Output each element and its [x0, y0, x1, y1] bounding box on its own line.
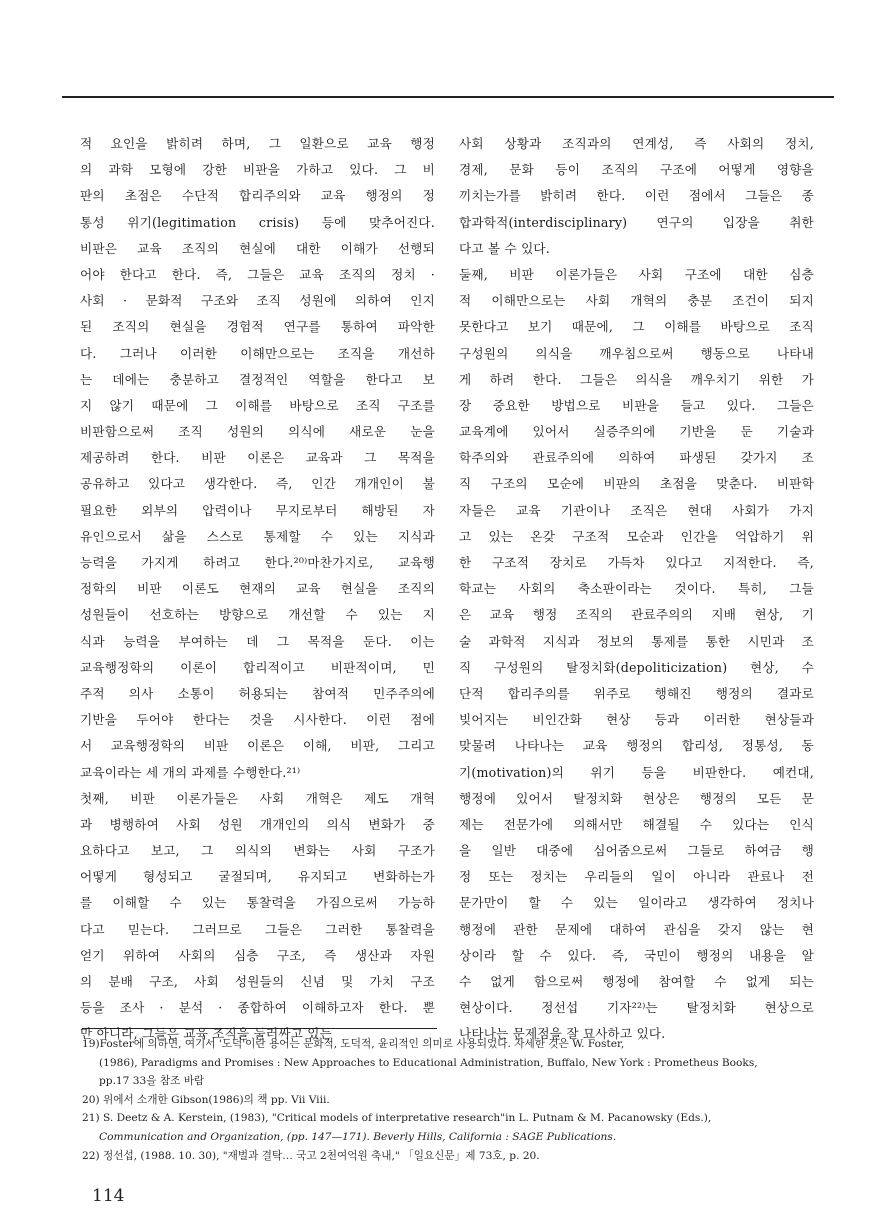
text-line: 교육계에 있어서 실증주의에 기반을 둔 기술과 — [459, 424, 814, 440]
text-line: 자들은 교육 기관이나 조직은 현대 사회가 가지 — [459, 502, 814, 518]
text-line: 교육행정학의 이론이 합리적이고 비판적이며, 민 — [80, 659, 435, 675]
footnote-rule — [82, 1028, 437, 1029]
footnote-19: 19)Foster에 의하면, 여기서 '도덕'이란 용어는 문화적, 도덕적, 윤리적인 의미로 사용되었다. 자세한 것은 W. Foster, — [82, 1038, 625, 1050]
footnotes — [82, 1028, 834, 1165]
text-line: 요하다고 보고, 그 의식의 변화는 사회 구조가 — [80, 843, 435, 859]
text-line: 끼치는가를 밝히려 한다. 이런 점에서 그들은 종 — [459, 188, 814, 204]
text-line: 첫째, 비판 이론가들은 사회 개혁은 제도 개혁 — [80, 790, 435, 806]
text-line: 맞물려 나타나는 교육 행정의 합리성, 정통성, 동 — [459, 738, 814, 754]
text-line: 서 교육행정학의 비판 이론은 이해, 비판, 그리고 — [80, 738, 435, 754]
text-line: 과 병행하여 사회 성원 개개인의 의식 변화가 중 — [80, 816, 435, 832]
text-line: 단적 합리주의를 위주로 행해진 행정의 결과로 — [459, 685, 814, 701]
text-line: 직 구조의 모순에 비판의 초점을 맞춘다. 비판학 — [459, 476, 814, 492]
text-line: 적 요인을 밝히려 하며, 그 일환으로 교육 행정 — [80, 136, 435, 151]
text-line: 술 과학적 지식과 정보의 통제를 통한 시민과 조 — [459, 633, 814, 649]
text-line: 적 이해만으로는 사회 개혁의 충분 조건이 되지 — [459, 293, 814, 309]
text-line: 는 데에는 충분하고 결정적인 역할을 한다고 보 — [80, 371, 435, 387]
text-line: 어야 한다고 한다. 즉, 그들은 교육 조직의 정치 · — [80, 266, 435, 282]
text-line: 등을 조사 · 분석 · 종합하여 이해하고자 한다. 뿐 — [80, 1000, 435, 1016]
text-line: 지 않기 때문에 그 이해를 바탕으로 조직 구조를 — [80, 397, 435, 413]
text-line: 현상이다. 정선섭 기자²²⁾는 탈정치화 현상으로 — [459, 1000, 814, 1016]
text-line: 얻기 위하여 사회의 심층 구조, 즉 생산과 자원 — [80, 947, 435, 963]
text-line: 게 하려 한다. 그들은 의식을 깨우치기 위한 가 — [459, 371, 814, 387]
text-line: 구성원의 의식을 깨우침으로써 행동으로 나타내 — [459, 345, 814, 361]
text-line: 공유하고 있다고 생각한다. 즉, 인간 개개인이 불 — [80, 476, 435, 492]
text-line: 나타나는 문제점을 잘 묘사하고 있다. — [459, 1026, 666, 1042]
text-line: 의 과학 모형에 강한 비판을 가하고 있다. 그 비 — [80, 162, 435, 178]
text-line: 상이라 할 수 있다. 즉, 국민이 행정의 내용을 알 — [459, 947, 814, 963]
text-line: 통성 위기(legitimation crisis) 등에 맞추어진다. — [80, 214, 435, 230]
text-line: 의 분배 구조, 사회 성원들의 신념 및 가치 구조 — [80, 974, 435, 989]
text-line: 다고 볼 수 있다. — [459, 240, 551, 256]
text-line: 한 구조적 장치로 가득차 있다고 지적한다. 즉, — [459, 555, 814, 570]
text-line: 정 또는 정치는 우리들의 일이 아니라 관료나 전 — [459, 869, 814, 885]
text-line: 성원들이 선호하는 방향으로 개선할 수 있는 지 — [80, 607, 435, 623]
text-line: 기반을 두어야 한다는 것을 시사한다. 이런 점에 — [80, 712, 435, 728]
text-line: 행정에 관한 문제에 대하여 관심을 갖지 않는 현 — [459, 921, 814, 937]
text-line: 둘째, 비판 이론가들은 사회 구조에 대한 심층 — [459, 266, 814, 282]
text-line: 다. 그러나 이러한 이해만으로는 조직을 개선하 — [80, 345, 435, 361]
footnote-21: 21) S. Deetz & A. Kerstein, (1983), "Critical models of interpretative research"in L. Putnam & M. Pacanowsky (Eds.), — [82, 1112, 712, 1125]
text-line: 빚어지는 비인간화 현상 등과 이러한 현상들과 — [459, 712, 814, 728]
text-line: 장 중요한 방법으로 비판을 들고 있다. 그들은 — [459, 397, 814, 413]
text-line: 행정에 있어서 탈정치화 현상은 행정의 모든 문 — [459, 790, 814, 806]
text-line: 합과학적(interdisciplinary) 연구의 입장을 취한 — [459, 214, 814, 230]
text-line: 필요한 외부의 압력이나 무지로부터 해방된 자 — [80, 502, 435, 518]
text-line: 은 교육 행정 조직의 관료주의의 지배 현상, 기 — [459, 607, 814, 623]
text-line: 판의 초점은 수단적 합리주의와 교육 행정의 정 — [80, 188, 435, 204]
text-line: 유인으로서 삶을 스스로 통제할 수 있는 지식과 — [80, 528, 435, 544]
left-text-column — [80, 131, 435, 1048]
footnote-22: 22) 정선섭, (1988. 10. 30), "재벌과 결탁… 국고 2천여억원 축내," 「일요신문」제 73호, p. 20. — [82, 1149, 540, 1162]
footnote-21-cont: Communication and Organization, (pp. 147—171). Beverly Hills, California : SAGE Publications. — [99, 1130, 617, 1143]
text-line: 고 있는 온갖 구조적 모순과 인간을 억압하기 위 — [459, 528, 814, 544]
text-line: 식과 능력을 부여하는 데 그 목적을 둔다. 이는 — [80, 633, 435, 649]
footnote-20: 20) 위에서 소개한 Gibson(1986)의 책 pp. Vii Viii. — [82, 1093, 330, 1106]
text-line: 학교는 사회의 축소판이라는 것이다. 특히, 그들 — [459, 581, 814, 597]
header-rule — [62, 96, 834, 98]
text-line: 를 이해할 수 있는 통찰력을 가짐으로써 가능하 — [80, 895, 435, 911]
text-line: 학주의와 관료주의에 의하여 파생된 갖가지 조 — [459, 450, 814, 466]
text-line: 경제, 문화 등이 조직의 구조에 어떻게 영향을 — [459, 162, 814, 178]
text-line: 기(motivation)의 위기 등을 비판한다. 예컨대, — [459, 764, 814, 780]
text-line: 된 조직의 현실을 경험적 연구를 통하여 파악한 — [80, 319, 435, 335]
footnote-19-cont: (1986), Paradigms and Promises : New Approaches to Educational Administration, Buffalo, New York : Prometheus Books, — [99, 1056, 758, 1069]
text-line: 사회 상황과 조직과의 연계성, 즉 사회의 정치, — [459, 136, 814, 151]
text-line: 비판은 교육 조직의 현실에 대한 이해가 선행되 — [80, 240, 435, 256]
right-text-column — [459, 131, 814, 1048]
text-line: 을 일반 대중에 심어줌으로써 그들로 하여금 행 — [459, 843, 814, 859]
text-line: 교육이라는 세 개의 과제를 수행한다.²¹⁾ — [80, 764, 301, 780]
text-line: 수 없게 함으로써 행정에 참여할 수 없게 되는 — [459, 974, 814, 989]
text-line: 제는 전문가에 의해서만 해결될 수 있다는 인식 — [459, 816, 814, 832]
text-line: 사회 · 문화적 구조와 조직 성원에 의하여 인지 — [80, 293, 435, 309]
text-line: 문가만이 할 수 있는 일이라고 생각하여 정치나 — [459, 895, 814, 911]
page-number: 114 — [92, 1186, 125, 1206]
text-line: 제공하려 한다. 비판 이론은 교육과 그 목적을 — [80, 450, 435, 466]
text-line: 주적 의사 소통이 허용되는 참여적 민주주의에 — [80, 685, 435, 701]
footnote-19-pages: pp.17 33을 참조 바람 — [99, 1075, 205, 1088]
text-line: 정학의 비판 이론도 현재의 교육 현실을 조직의 — [80, 581, 435, 597]
text-line: 어떻게 형성되고 굴절되며, 유지되고 변화하는가 — [80, 869, 435, 885]
text-line: 능력을 가지게 하려고 한다.²⁰⁾마찬가지로, 교육행 — [80, 555, 435, 570]
text-line: 못한다고 보기 때문에, 그 이해를 바탕으로 조직 — [459, 319, 814, 335]
text-line: 직 구성원의 탈정치화(depoliticization) 현상, 수 — [459, 659, 814, 675]
text-line: 비판함으로써 조직 성원의 의식에 새로운 눈을 — [80, 424, 435, 440]
text-line: 만 아니라, 그들은 교육 조직을 둘러싸고 있는 — [80, 1026, 333, 1042]
text-line: 다고 믿는다. 그러므로 그들은 그러한 통찰력을 — [80, 921, 435, 937]
